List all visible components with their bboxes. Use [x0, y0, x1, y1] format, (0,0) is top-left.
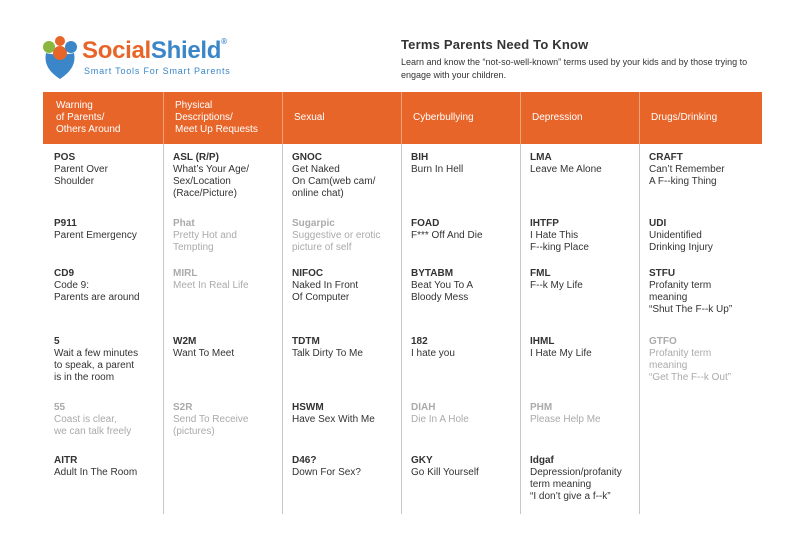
term-code: FOAD — [411, 218, 440, 229]
term-code: TDTM — [292, 336, 320, 347]
page-subtitle: Learn and know the “not-so-well-known” terms used by your kids and by those trying to engage with your children. — [401, 57, 748, 80]
term-code: MIRL — [173, 268, 198, 279]
term-definition: Parent Emergency — [54, 230, 137, 241]
term-entry — [411, 152, 523, 176]
term-entry — [173, 336, 285, 360]
term-code: Idgaf — [530, 455, 554, 466]
term-entry — [173, 152, 285, 200]
term-entry — [54, 336, 166, 384]
term-code: IHML — [530, 336, 555, 347]
term-code: BIH — [411, 152, 429, 163]
term-definition: Wait a few minutes to speak, a parent is in the room — [54, 348, 139, 383]
term-entry — [54, 152, 166, 188]
term-code: UDI — [649, 218, 667, 229]
term-code: HSWM — [292, 402, 324, 413]
term-code: POS — [54, 152, 76, 163]
term-entry — [54, 455, 166, 479]
term-definition: Down For Sex? — [292, 467, 361, 478]
term-definition: Burn In Hell — [411, 164, 464, 175]
term-definition: Code 9: Parents are around — [54, 280, 140, 303]
term-entry — [292, 268, 404, 304]
term-code: D46? — [292, 455, 317, 466]
term-code: CRAFT — [649, 152, 683, 163]
term-definition: Can’t Remember A F--king Thing — [649, 164, 725, 187]
term-entry — [649, 336, 761, 384]
term-definition: Naked In Front Of Computer — [292, 280, 359, 303]
term-code: W2M — [173, 336, 197, 347]
socialshield-logo — [40, 33, 260, 83]
term-code: STFU — [649, 268, 676, 279]
term-code: BYTABM — [411, 268, 454, 279]
term-definition: Talk Dirty To Me — [292, 348, 363, 359]
column-header: Physical Descriptions/ Meet Up Requests — [175, 100, 258, 135]
term-code: PHM — [530, 402, 553, 413]
term-entry — [54, 268, 166, 304]
term-definition: Meet In Real Life — [173, 280, 249, 291]
term-definition: Parent Over Shoulder — [54, 164, 108, 187]
term-definition: Depression/profanity term meaning “I don’t give a f--k” — [530, 467, 622, 502]
term-definition: Profanity term meaning “Get The F--k Out” — [649, 348, 732, 383]
term-code: S2R — [173, 402, 193, 413]
term-code: GKY — [411, 455, 433, 466]
column-header: Drugs/Drinking — [651, 112, 718, 123]
term-entry — [530, 218, 642, 254]
brand-name: SocialShield® — [82, 37, 227, 64]
term-code: ASL (R/P) — [173, 152, 219, 163]
brand-tagline: Smart Tools For Smart Parents — [84, 66, 231, 76]
term-code: Sugarpic — [292, 218, 335, 229]
term-entry — [649, 268, 761, 316]
term-definition: Unidentified Drinking Injury — [649, 230, 713, 253]
column-header: Sexual — [294, 112, 325, 123]
column-header: Warning of Parents/ Others Around — [56, 100, 121, 135]
term-code: NIFOC — [292, 268, 324, 279]
term-definition: I Hate My Life — [530, 348, 592, 359]
term-definition: F--k My Life — [530, 280, 583, 291]
term-code: AITR — [54, 455, 78, 466]
term-definition: What’s Your Age/ Sex/Location (Race/Picture) — [173, 164, 249, 199]
term-entry — [292, 152, 404, 200]
term-entry — [54, 218, 166, 242]
term-code: DIAH — [411, 402, 436, 413]
term-definition: F*** Off And Die — [411, 230, 483, 241]
term-entry — [292, 336, 404, 360]
term-definition: Beat You To A Bloody Mess — [411, 280, 474, 303]
term-code: 5 — [54, 336, 60, 347]
term-code: GTFO — [649, 336, 677, 347]
term-definition: Get Naked On Cam(web cam/ online chat) — [292, 164, 376, 199]
term-code: P911 — [54, 218, 77, 229]
column-header: Depression — [532, 112, 583, 123]
term-entry — [292, 218, 404, 254]
term-entry — [411, 336, 523, 360]
term-entry — [173, 402, 285, 438]
term-definition: Pretty Hot and Tempting — [173, 230, 237, 253]
term-entry — [530, 402, 642, 426]
term-entry — [411, 455, 523, 479]
term-definition: I Hate This F--king Place — [530, 230, 589, 253]
term-entry — [649, 152, 761, 188]
term-code: CD9 — [54, 268, 75, 279]
term-code: LMA — [530, 152, 552, 163]
term-entry — [649, 218, 761, 254]
term-entry — [411, 402, 523, 426]
term-definition: Suggestive or erotic picture of self — [292, 230, 381, 253]
column-header: Cyberbullying — [413, 112, 474, 123]
term-code: IHTFP — [530, 218, 559, 229]
term-entry — [411, 218, 523, 242]
term-entry — [530, 336, 642, 360]
term-code: 55 — [54, 402, 66, 413]
term-definition: Adult In The Room — [54, 467, 138, 478]
term-definition: I hate you — [411, 348, 455, 359]
term-entry — [530, 152, 642, 176]
term-definition: Want To Meet — [173, 348, 235, 359]
term-entry — [173, 268, 285, 292]
term-entry — [292, 402, 404, 426]
term-definition: Profanity term meaning “Shut The F--k Up” — [649, 280, 733, 315]
term-entry — [173, 218, 285, 254]
term-definition: Leave Me Alone — [530, 164, 602, 175]
term-code: FML — [530, 268, 551, 279]
term-entry — [411, 268, 523, 304]
term-entry — [530, 455, 642, 503]
term-definition: Have Sex With Me — [292, 414, 375, 425]
term-definition: Please Help Me — [530, 414, 601, 425]
term-code: 182 — [411, 336, 428, 347]
term-entry — [54, 402, 166, 438]
page-title: Terms Parents Need To Know — [401, 37, 589, 52]
family-shield-icon — [40, 33, 80, 81]
term-definition: Go Kill Yourself — [411, 467, 479, 478]
term-code: Phat — [173, 218, 195, 229]
term-entry — [292, 455, 404, 479]
term-code: GNOC — [292, 152, 322, 163]
term-definition: Send To Receive (pictures) — [173, 414, 249, 437]
term-definition: Coast is clear, we can talk freely — [54, 414, 132, 437]
term-entry — [530, 268, 642, 292]
term-definition: Die In A Hole — [411, 414, 469, 425]
